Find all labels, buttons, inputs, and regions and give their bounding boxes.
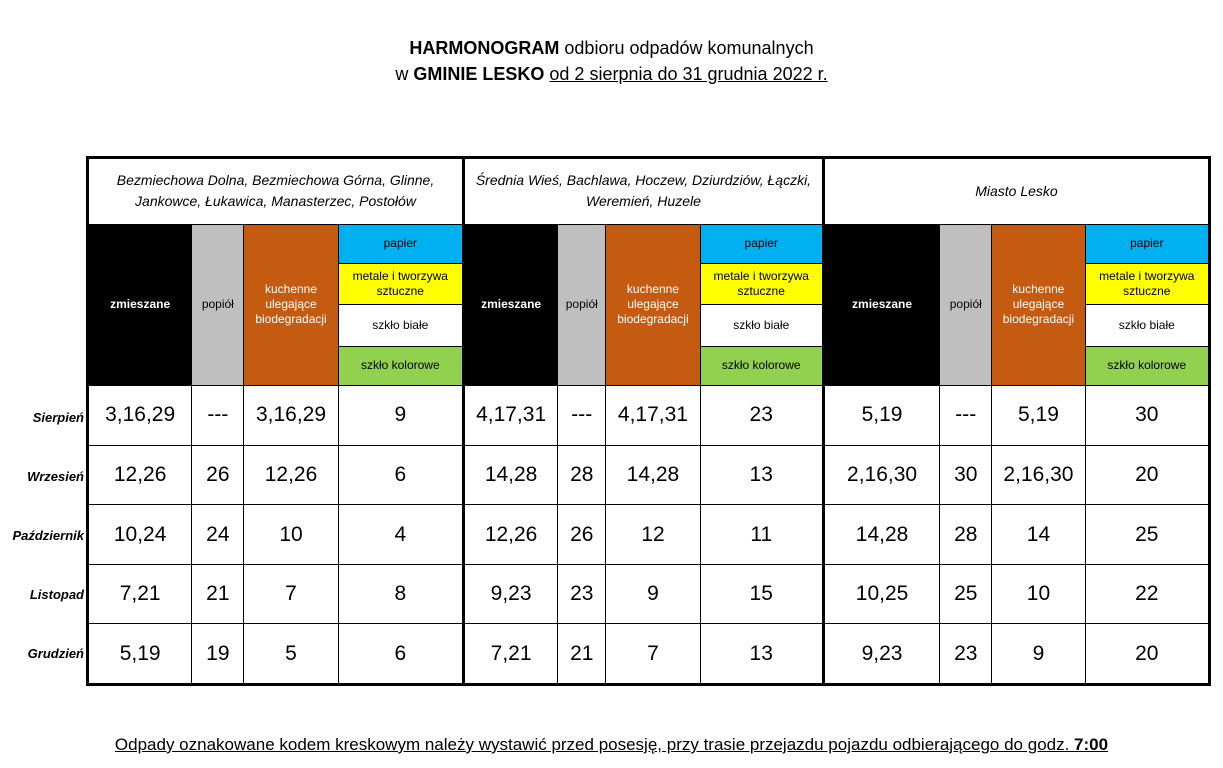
category-mixed: zmieszane <box>463 224 557 386</box>
location-group-2: Średnia Wieś, Bachlawa, Hoczew, Dziurdziów, Łączki, Weremień, Huzele <box>463 158 823 225</box>
cell: 6 <box>338 624 463 685</box>
cell: 4,17,31 <box>463 386 557 446</box>
cell: 12,26 <box>463 505 557 565</box>
cell: 14,28 <box>606 445 700 505</box>
category-white-glass: szkło białe <box>338 305 463 346</box>
cell: 5,19 <box>88 624 192 685</box>
cell: 24 <box>192 505 244 565</box>
subtitle-bold: GMINIE LESKO <box>413 64 545 84</box>
cell: 10,25 <box>823 564 939 624</box>
cell: 14,28 <box>823 505 939 565</box>
cell: 12,26 <box>244 445 338 505</box>
page-subtitle <box>0 61 1223 87</box>
cell: 21 <box>558 624 606 685</box>
cell: 25 <box>940 564 992 624</box>
footer-text: Odpady oznakowane kodem kreskowym należy wystawić przed posesję, przy trasie przejazdu pojazdu odbierającego do godz. <box>114 735 1075 754</box>
month-label: Sierpień <box>32 410 84 425</box>
cell: 9 <box>606 564 700 624</box>
category-bio: kuchenne ulegające biodegradacji <box>606 224 700 386</box>
cell: 28 <box>940 505 992 565</box>
cell: 5 <box>244 624 338 685</box>
cell: 2,16,30 <box>992 445 1085 505</box>
category-bio: kuchenne ulegające biodegradacji <box>244 224 338 386</box>
table-row <box>88 624 1210 685</box>
cell: 5,19 <box>992 386 1085 446</box>
cell: 8 <box>338 564 463 624</box>
category-white-glass: szkło białe <box>700 305 823 346</box>
table-row <box>88 505 1210 565</box>
cell: 20 <box>1085 624 1209 685</box>
cell: 7,21 <box>463 624 557 685</box>
subtitle-date-range: od 2 sierpnia do 31 grudnia 2022 r. <box>549 64 828 84</box>
category-colored-glass: szkło kolorowe <box>1085 346 1209 385</box>
category-ash: popiół <box>940 224 992 386</box>
cell: --- <box>558 386 606 446</box>
title-rest: odbioru odpadów komunalnych <box>559 38 814 58</box>
cell: 7,21 <box>88 564 192 624</box>
category-mixed: zmieszane <box>88 224 192 386</box>
category-white-glass: szkło białe <box>1085 305 1209 346</box>
cell: 26 <box>558 505 606 565</box>
category-ash: popiół <box>558 224 606 386</box>
cell: 20 <box>1085 445 1209 505</box>
page-title <box>0 35 1223 61</box>
cell: 5,19 <box>823 386 939 446</box>
category-colored-glass: szkło kolorowe <box>700 346 823 385</box>
category-ash: popiół <box>192 224 244 386</box>
cell: 13 <box>700 624 823 685</box>
cell: 12 <box>606 505 700 565</box>
cell: 9,23 <box>823 624 939 685</box>
cell: 10 <box>244 505 338 565</box>
cell: 26 <box>192 445 244 505</box>
subtitle-prefix: w <box>395 64 414 84</box>
cell: 30 <box>1085 386 1209 446</box>
cell: --- <box>940 386 992 446</box>
table-row <box>88 564 1210 624</box>
location-group-1: Bezmiechowa Dolna, Bezmiechowa Górna, Glinne, Jankowce, Łukawica, Manasterzec, Postołów <box>88 158 464 225</box>
cell: 15 <box>700 564 823 624</box>
month-label: Grudzień <box>27 646 84 661</box>
category-paper: papier <box>1085 224 1209 263</box>
month-label: Wrzesień <box>27 469 84 484</box>
month-label: Listopad <box>29 587 84 602</box>
cell: 30 <box>940 445 992 505</box>
cell: 10 <box>992 564 1085 624</box>
table-row <box>88 445 1210 505</box>
footer-note <box>0 734 1223 756</box>
cell: 23 <box>700 386 823 446</box>
cell: 28 <box>558 445 606 505</box>
cell: 10,24 <box>88 505 192 565</box>
schedule-table <box>86 156 1211 686</box>
category-paper: papier <box>700 224 823 263</box>
cell: 4 <box>338 505 463 565</box>
category-colored-glass: szkło kolorowe <box>338 346 463 385</box>
cell: 11 <box>700 505 823 565</box>
cell: 9 <box>992 624 1085 685</box>
category-mixed: zmieszane <box>823 224 939 386</box>
category-metal-plastic: metale i tworzywa sztuczne <box>700 263 823 304</box>
category-metal-plastic: metale i tworzywa sztuczne <box>338 263 463 304</box>
table-row <box>88 386 1210 446</box>
cell: 9 <box>338 386 463 446</box>
cell: 13 <box>700 445 823 505</box>
cell: 25 <box>1085 505 1209 565</box>
title-bold: HARMONOGRAM <box>409 38 560 58</box>
cell: 4,17,31 <box>606 386 700 446</box>
footer-time: 7:00 <box>1074 735 1109 754</box>
cell: 6 <box>338 445 463 505</box>
cell: 9,23 <box>463 564 557 624</box>
cell: 3,16,29 <box>244 386 338 446</box>
category-bio: kuchenne ulegające biodegradacji <box>992 224 1085 386</box>
month-label: Październik <box>12 528 84 543</box>
cell: 12,26 <box>88 445 192 505</box>
cell: --- <box>192 386 244 446</box>
cell: 23 <box>558 564 606 624</box>
cell: 23 <box>940 624 992 685</box>
cell: 21 <box>192 564 244 624</box>
cell: 14,28 <box>463 445 557 505</box>
cell: 19 <box>192 624 244 685</box>
cell: 2,16,30 <box>823 445 939 505</box>
category-metal-plastic: metale i tworzywa sztuczne <box>1085 263 1209 304</box>
cell: 22 <box>1085 564 1209 624</box>
cell: 7 <box>244 564 338 624</box>
category-paper: papier <box>338 224 463 263</box>
cell: 3,16,29 <box>88 386 192 446</box>
cell: 7 <box>606 624 700 685</box>
cell: 14 <box>992 505 1085 565</box>
location-group-3: Miasto Lesko <box>823 158 1209 225</box>
